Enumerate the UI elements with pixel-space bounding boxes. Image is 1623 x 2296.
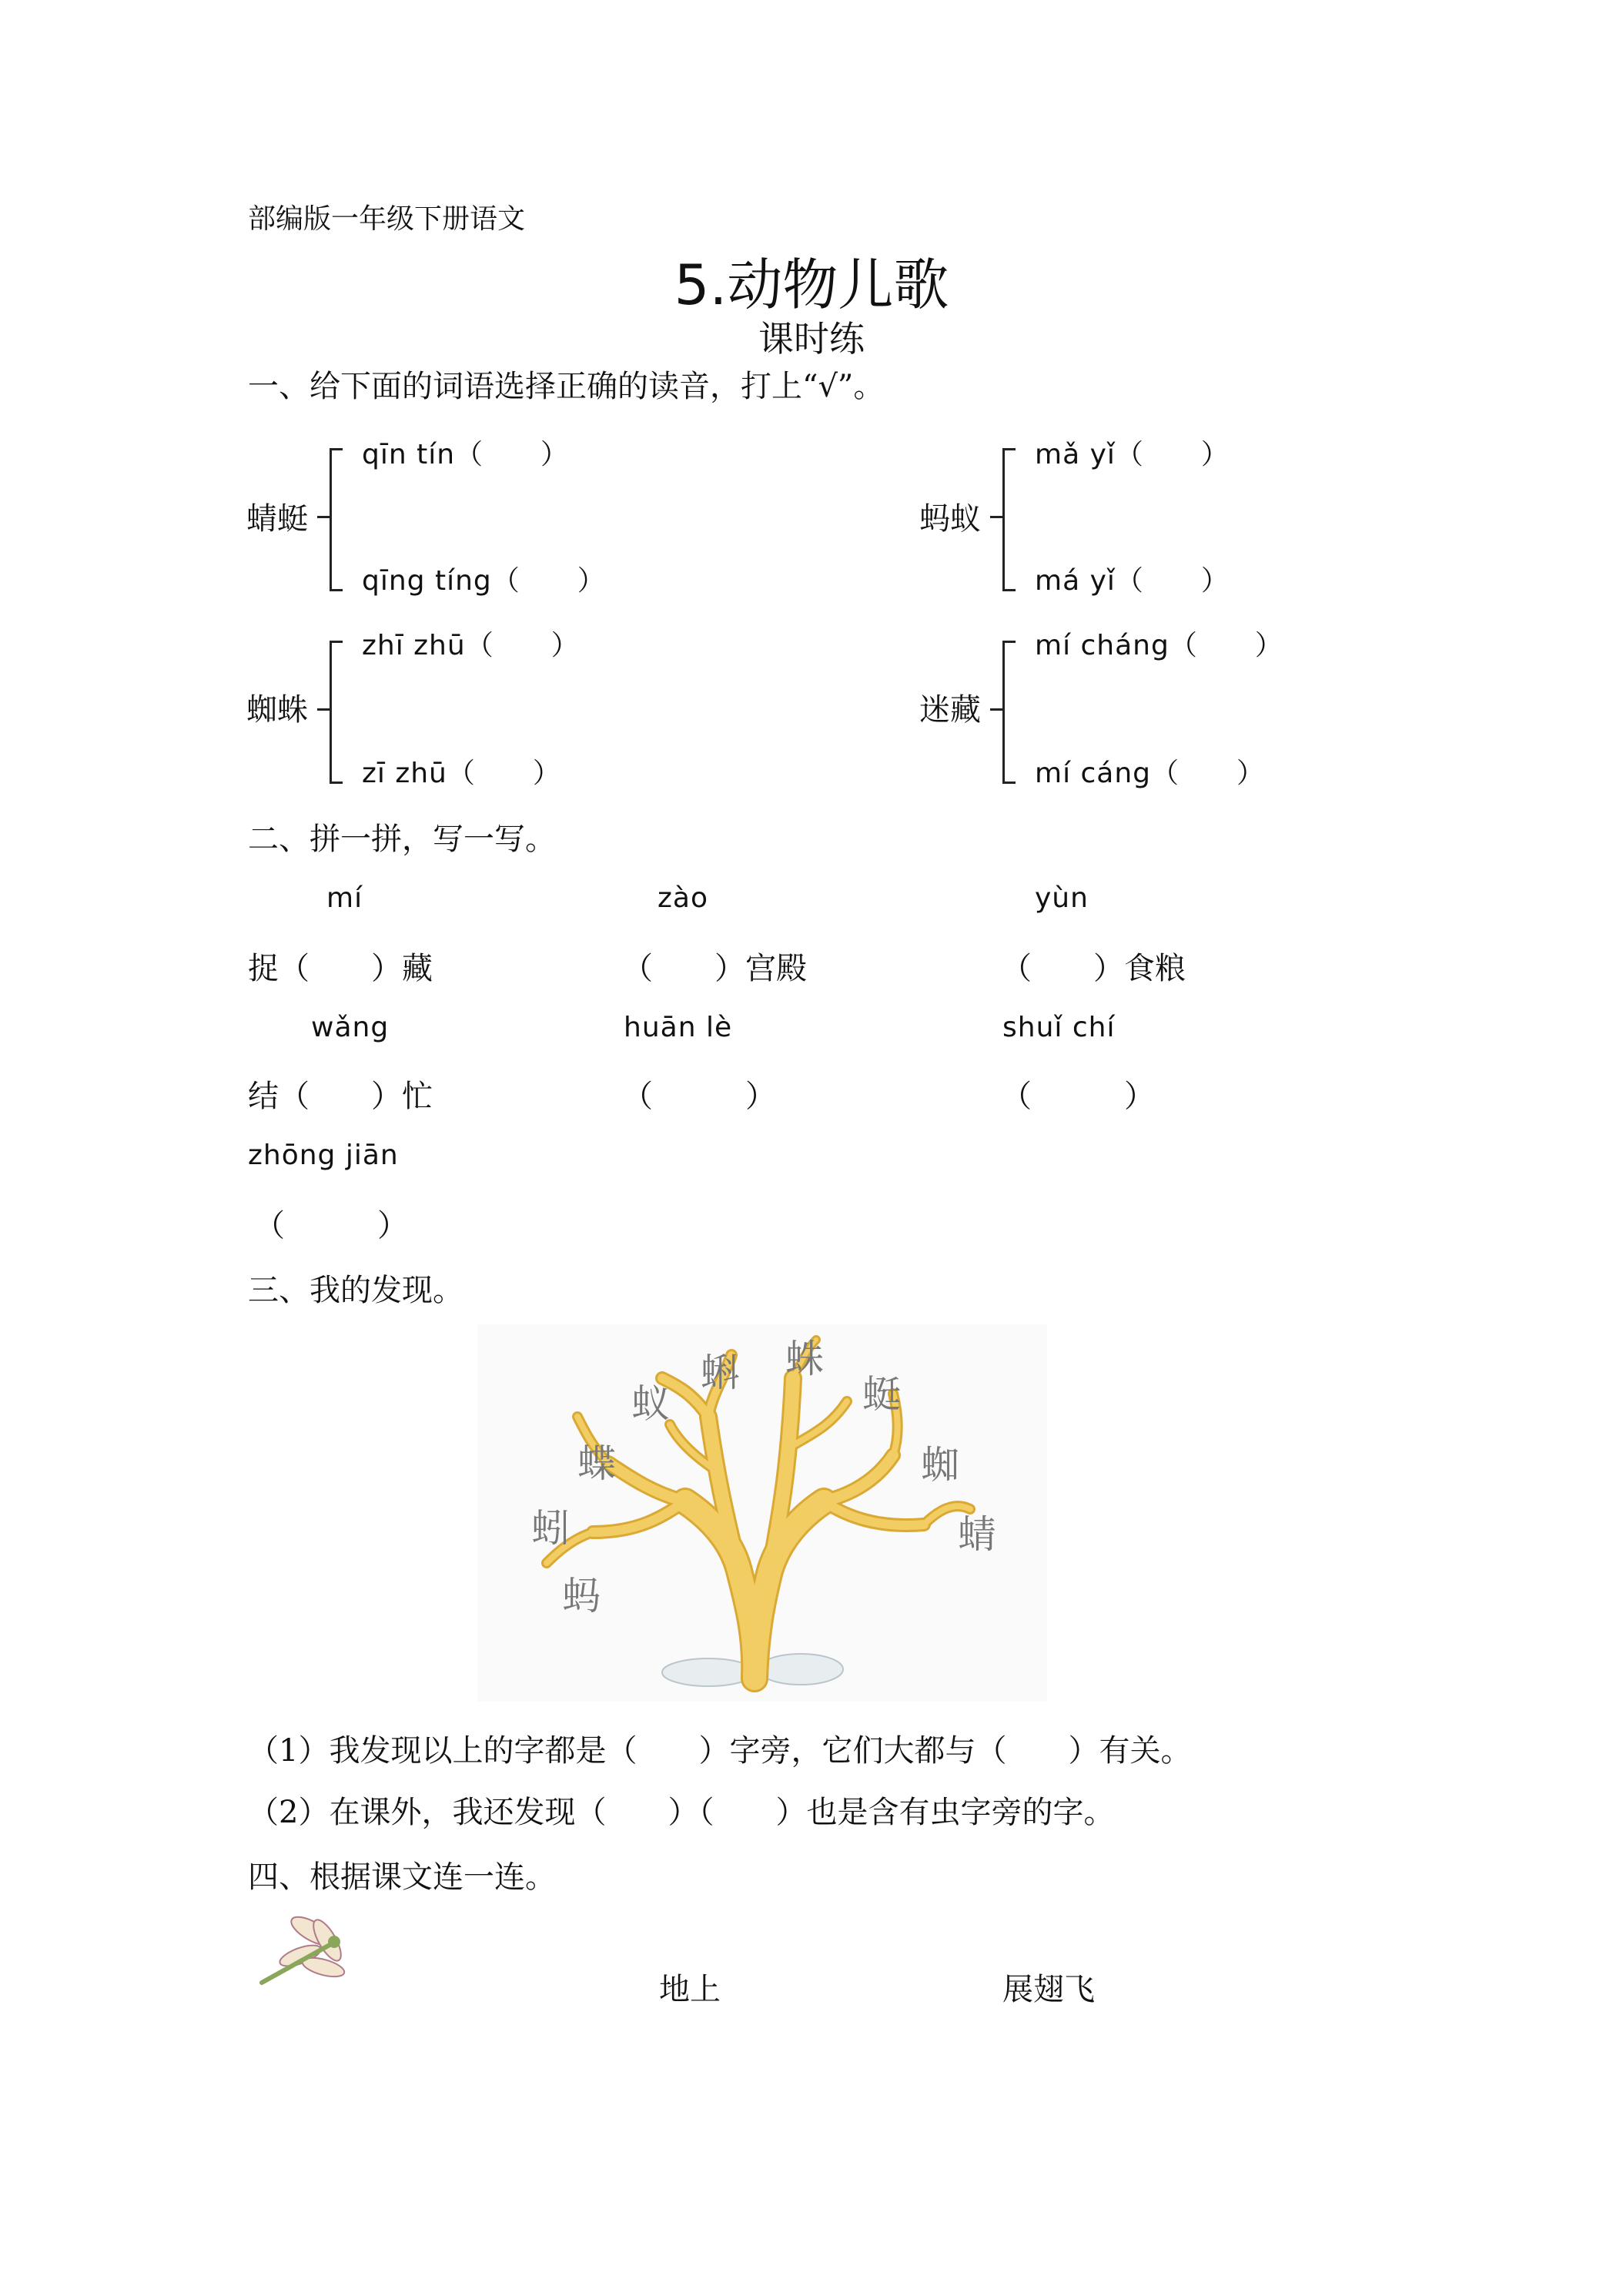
match-item-ground[interactable]: 地上: [659, 1972, 721, 2007]
pinyin-hint: huān lè: [624, 1012, 733, 1043]
tree-char: 蝶: [577, 1441, 616, 1486]
brace-tick: [990, 708, 1004, 711]
word-label: 蜘蛛: [246, 692, 308, 728]
section-3-heading: 三、我的发现。: [248, 1273, 463, 1308]
brace: [1002, 448, 1016, 591]
pinyin-option-a[interactable]: zhī zhū（ ）: [362, 630, 580, 661]
page-title: 5.动物儿歌: [674, 253, 949, 317]
tree-char: 蜻: [958, 1512, 996, 1557]
pinyin-option-b[interactable]: zī zhū（ ）: [362, 758, 561, 789]
section-4-heading: 四、根据课文连一连。: [248, 1859, 556, 1895]
pinyin-hint: zào: [658, 882, 708, 914]
pinyin-option-b[interactable]: qīng tíng（ ）: [362, 565, 606, 597]
pinyin-option-a[interactable]: qīn tín（ ）: [362, 439, 570, 470]
brace-tick: [317, 516, 331, 518]
page-header: 部编版一年级下册语文: [248, 203, 526, 235]
brace-tick: [317, 708, 331, 711]
pinyin-hint: yùn: [1035, 882, 1089, 914]
brace: [330, 641, 343, 784]
fill-blank[interactable]: （ ）: [1001, 1079, 1155, 1114]
pinyin-hint: wǎng: [311, 1012, 390, 1043]
tree-char: 蜓: [862, 1372, 901, 1417]
match-item-fly[interactable]: 展翅飞: [1002, 1972, 1095, 2007]
word-label: 迷藏: [919, 692, 981, 728]
rock-icon: [758, 1654, 843, 1685]
section-2-heading: 二、拼一拼，写一写。: [248, 822, 556, 857]
pinyin-hint: mí: [326, 882, 363, 914]
rock-icon: [662, 1658, 755, 1686]
section-1-heading: 一、给下面的词语选择正确的读音，打上“√”。: [248, 369, 885, 404]
fill-blank[interactable]: （ ）: [622, 1079, 776, 1114]
pinyin-option-a[interactable]: mǎ yǐ（ ）: [1035, 439, 1230, 470]
tree-char: 蜘: [921, 1443, 959, 1488]
tree-char: 蚓: [531, 1506, 570, 1551]
pinyin-hint: shuǐ chí: [1002, 1012, 1116, 1043]
fill-blank[interactable]: 结（ ）忙: [248, 1079, 433, 1114]
dragonfly-icon: [254, 1909, 370, 1994]
question-2[interactable]: （2）在课外，我还发现（ ）（ ）也是含有虫字旁的字。: [248, 1795, 1115, 1830]
question-1[interactable]: （1）我发现以上的字都是（ ）字旁，它们大都与（ ）有关。: [248, 1733, 1192, 1769]
page-subtitle: 课时练: [758, 318, 865, 360]
fill-blank[interactable]: （ ）宫殿: [622, 951, 807, 986]
pinyin-option-b[interactable]: mí cáng（ ）: [1035, 758, 1266, 789]
pinyin-hint: zhōng jiān: [248, 1140, 399, 1171]
pinyin-option-b[interactable]: má yǐ（ ）: [1035, 565, 1230, 597]
pinyin-option-a[interactable]: mí cháng（ ）: [1035, 630, 1283, 661]
tree-char: 蚂: [562, 1574, 601, 1618]
word-label: 蜻蜓: [246, 501, 308, 537]
brace: [1002, 641, 1016, 784]
tree-char: 蝌: [701, 1350, 739, 1395]
coral-tree-illustration: [477, 1324, 1047, 1702]
fill-blank[interactable]: 捉（ ）藏: [248, 951, 433, 986]
fill-blank[interactable]: （ ）食粮: [1001, 951, 1186, 986]
brace: [330, 448, 343, 591]
word-label: 蚂蚁: [919, 501, 981, 537]
tree-char: 蛛: [785, 1337, 824, 1381]
tree-char: 蚁: [631, 1381, 670, 1426]
brace-tick: [990, 516, 1004, 518]
fill-blank[interactable]: （ ）: [254, 1208, 408, 1243]
